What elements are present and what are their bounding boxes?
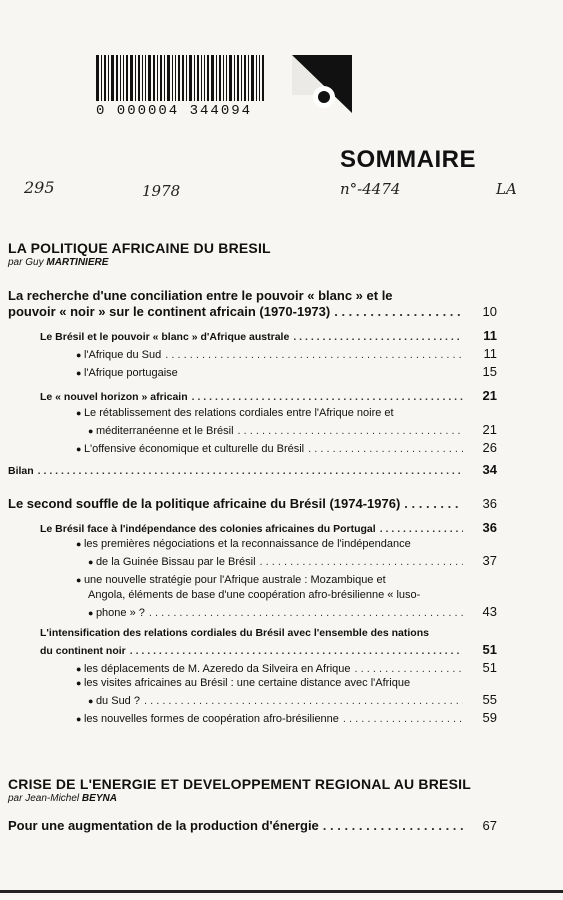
toc-entry-page: 34 bbox=[482, 462, 497, 477]
toc-entry-page: 36 bbox=[482, 520, 497, 535]
toc-entry-text: Bilan bbox=[8, 465, 34, 477]
toc-entry-text: ● les nouvelles formes de coopération afro-brésilienne bbox=[76, 713, 339, 725]
toc-entry-text: du continent noir bbox=[40, 645, 126, 657]
toc-entry-page: 43 bbox=[482, 604, 497, 619]
toc-entry bbox=[76, 710, 497, 725]
toc-entry-text: ● l'Afrique portugaise bbox=[76, 367, 178, 379]
toc-entry-text: Le Brésil et le pouvoir « blanc » d'Afrique australe bbox=[40, 331, 290, 343]
toc-entry-line1: ● une nouvelle stratégie pour l'Afrique australe : Mozambique et bbox=[76, 574, 386, 586]
barcode-bar bbox=[111, 55, 114, 101]
toc-entry-text: Le rétablissement des relations cordiales entre l'Afrique noire et bbox=[83, 407, 394, 419]
toc-entry-page: 26 bbox=[482, 440, 497, 455]
toc-entry bbox=[88, 553, 497, 568]
toc-entry-page: 55 bbox=[482, 692, 497, 707]
barcode-bar bbox=[226, 55, 227, 101]
toc-entry-text: Pour une augmentation de la production d'énergie bbox=[8, 818, 319, 833]
toc-entry bbox=[40, 328, 497, 343]
barcode-bar bbox=[251, 55, 254, 101]
toc-entry-text: ● de la Guinée Bissau par le Brésil bbox=[88, 556, 256, 568]
barcode-bar bbox=[101, 55, 102, 101]
toc-entry-line1: ● les premières négociations et la reconnaissance de l'indépendance bbox=[76, 538, 411, 550]
toc-entry-text: ● du Sud ? bbox=[88, 695, 140, 707]
barcode-bar bbox=[211, 55, 214, 101]
toc-entry bbox=[76, 660, 497, 675]
barcode-bar bbox=[178, 55, 180, 101]
toc-entry-text: pouvoir « noir » sur le continent africain (1970-1973) bbox=[8, 304, 331, 319]
toc-entry-text: ● méditerranéenne et le Brésil bbox=[88, 425, 234, 437]
barcode-number: 0 000004 344094 bbox=[96, 103, 253, 119]
toc-entry-text: ● phone » ? bbox=[88, 607, 145, 619]
barcode-bar bbox=[123, 55, 124, 101]
barcode-bar bbox=[244, 55, 246, 101]
part-title: CRISE DE L'ENERGIE ET DEVELOPPEMENT REGIONAL AU BRESIL bbox=[8, 776, 471, 792]
handwritten-note: 295 bbox=[24, 178, 55, 197]
barcode-bar bbox=[148, 55, 151, 101]
author-line bbox=[8, 257, 108, 268]
toc-entry-text: ● L'offensive économique et culturelle du Brésil bbox=[76, 443, 304, 455]
library-stamp-icon bbox=[292, 55, 352, 113]
toc-entry bbox=[88, 692, 497, 707]
toc-entry-page: 51 bbox=[482, 660, 497, 675]
barcode-bar bbox=[256, 55, 257, 101]
barcode-bar bbox=[108, 55, 109, 101]
barcode-bar bbox=[229, 55, 232, 101]
barcode-bar bbox=[234, 55, 235, 101]
barcode-bar bbox=[167, 55, 170, 101]
toc-entry bbox=[8, 304, 497, 319]
barcode-bar bbox=[204, 55, 205, 101]
toc-entry-page: 36 bbox=[482, 496, 497, 511]
toc-entry-line1: ● Le rétablissement des relations cordiales entre l'Afrique noire et bbox=[76, 407, 394, 419]
toc-entry bbox=[40, 388, 497, 403]
toc-entry bbox=[8, 818, 497, 833]
toc-entry bbox=[76, 364, 497, 379]
toc-entry bbox=[40, 520, 497, 535]
toc-entry-page: 11 bbox=[483, 346, 497, 361]
barcode-bar bbox=[189, 55, 192, 101]
toc-entry-text: Le « nouvel horizon » africain bbox=[40, 391, 188, 403]
toc-entry bbox=[8, 462, 497, 477]
barcode-bar bbox=[186, 55, 187, 101]
toc-entry-page: 59 bbox=[482, 710, 497, 725]
bottom-edge-rule bbox=[0, 890, 563, 893]
barcode-bar bbox=[126, 55, 128, 101]
toc-entry-text: les visites africaines au Brésil : une certaine distance avec l'Afrique bbox=[83, 677, 411, 689]
barcode-bar bbox=[145, 55, 146, 101]
author-line bbox=[8, 793, 117, 804]
toc-entry-line1: ● les visites africaines au Brésil : une certaine distance avec l'Afrique bbox=[76, 677, 411, 689]
barcode-bar bbox=[160, 55, 162, 101]
toc-entry-text: les premières négociations et la reconnaissance de l'indépendance bbox=[83, 538, 411, 550]
barcode-bar bbox=[153, 55, 155, 101]
barcode-bar bbox=[237, 55, 239, 101]
handwritten-note: LA bbox=[496, 180, 517, 198]
barcode-bar bbox=[223, 55, 224, 101]
barcode-bar bbox=[135, 55, 136, 101]
barcode-bar bbox=[130, 55, 133, 101]
handwritten-note: n°-4474 bbox=[340, 180, 401, 198]
toc-entry bbox=[88, 422, 497, 437]
author-prefix: par Jean-Michel bbox=[8, 793, 82, 804]
barcode-bar bbox=[259, 55, 260, 101]
toc-entry bbox=[8, 496, 497, 511]
toc-entry-page: 21 bbox=[482, 422, 497, 437]
toc-chapter-line1: La recherche d'une conciliation entre le pouvoir « blanc » et le bbox=[8, 288, 393, 303]
barcode-bar bbox=[96, 55, 99, 101]
toc-entry-page: 15 bbox=[482, 364, 497, 379]
toc-entry-page: 10 bbox=[482, 304, 497, 319]
toc-entry-page: 67 bbox=[482, 818, 497, 833]
toc-entry-text: ● les déplacements de M. Azeredo da Silveira en Afrique bbox=[76, 663, 351, 675]
author-name: BEYNA bbox=[81, 793, 117, 804]
toc-entry bbox=[88, 604, 497, 619]
barcode-bar bbox=[116, 55, 118, 101]
toc-entry bbox=[76, 440, 497, 455]
author-name: MARTINIERE bbox=[46, 257, 109, 268]
barcode-bar bbox=[157, 55, 158, 101]
barcode-bar bbox=[175, 55, 176, 101]
barcode-bar bbox=[120, 55, 121, 101]
toc-entry-page: 21 bbox=[482, 388, 497, 403]
toc-entry bbox=[76, 346, 497, 361]
toc-entry bbox=[40, 642, 497, 657]
barcode-bar bbox=[207, 55, 209, 101]
barcode-bar bbox=[172, 55, 173, 101]
toc-entry-line2: Angola, éléments de base d'une coopération afro-brésilienne « luso- bbox=[88, 589, 421, 601]
toc-entry-page: 37 bbox=[482, 553, 497, 568]
barcode-bar bbox=[241, 55, 242, 101]
toc-entry-text: une nouvelle stratégie pour l'Afrique australe : Mozambique et bbox=[83, 574, 386, 586]
barcode-bar bbox=[248, 55, 249, 101]
toc-entry-text: ● l'Afrique du Sud bbox=[76, 349, 161, 361]
author-prefix: par Guy bbox=[8, 257, 47, 268]
barcode-bar bbox=[216, 55, 217, 101]
barcode-bar bbox=[138, 55, 140, 101]
toc-entry-page: 11 bbox=[483, 328, 497, 343]
part-title: LA POLITIQUE AFRICAINE DU BRESIL bbox=[8, 240, 271, 256]
barcode-bar bbox=[197, 55, 199, 101]
barcode-bar bbox=[194, 55, 195, 101]
barcode-bar bbox=[201, 55, 202, 101]
toc-entry-text: Le second souffle de la politique africaine du Brésil (1974-1976) bbox=[8, 496, 401, 511]
toc-entry-line1: L'intensification des relations cordiales du Brésil avec l'ensemble des nations bbox=[40, 627, 429, 639]
toc-entry-page: 51 bbox=[482, 642, 497, 657]
barcode-bar bbox=[182, 55, 184, 101]
barcode-bar bbox=[104, 55, 106, 101]
barcode-bar bbox=[142, 55, 143, 101]
barcode-bar bbox=[219, 55, 221, 101]
page-title: SOMMAIRE bbox=[340, 146, 476, 173]
toc-entry-text: Le Brésil face à l'indépendance des colonies africaines du Portugal bbox=[40, 523, 376, 535]
handwritten-note: 1978 bbox=[142, 182, 181, 200]
barcode-bar bbox=[164, 55, 165, 101]
barcode-bar bbox=[262, 55, 264, 101]
